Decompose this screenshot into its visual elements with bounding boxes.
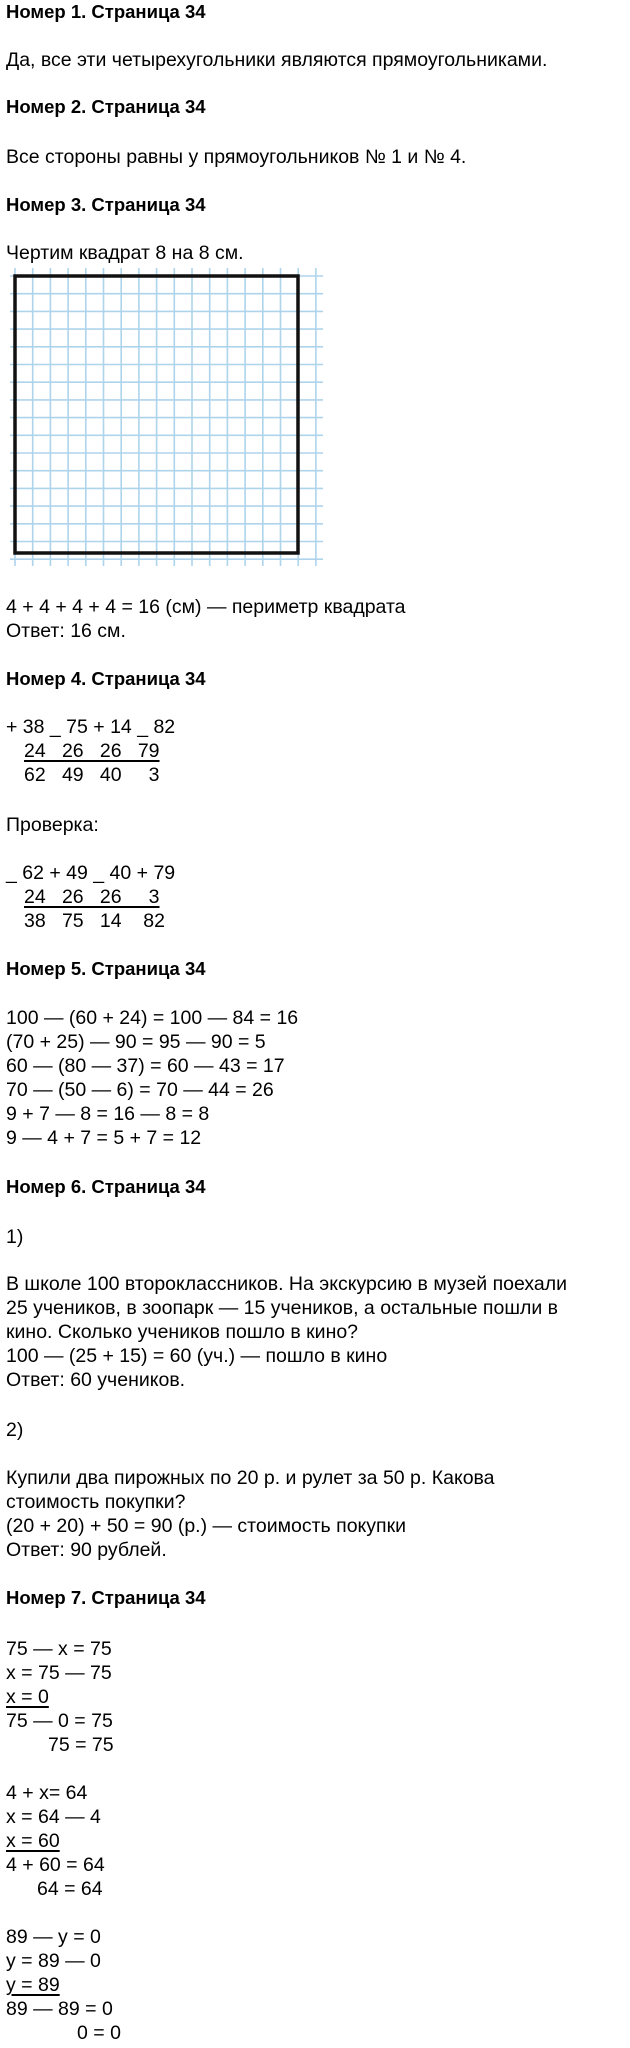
- expression-line: 9 + 7 — 8 = 16 — 8 = 8: [6, 1103, 210, 1125]
- column-ops-row-3: 62 49 40 3: [24, 764, 160, 786]
- problem-2-label: 2): [6, 1419, 24, 1441]
- equation-2-check-result: 64 = 64: [37, 1878, 103, 1900]
- equation-1-check-result: 75 = 75: [48, 1734, 114, 1756]
- answer-text-1: Да, все эти четырехугольники являются прямоугольниками.: [6, 49, 548, 71]
- expression-line: 100 — (60 + 24) = 100 — 84 = 16: [6, 1007, 299, 1029]
- equation-2-line: 4 + x= 64: [6, 1782, 88, 1804]
- problem-1-line: В школе 100 второклассников. На экскурсию в музей поехали: [6, 1273, 568, 1295]
- check-row-3: 38 75 14 82: [24, 910, 165, 932]
- answer-text-2: Все стороны равны у прямоугольников № 1 и № 4.: [6, 146, 467, 168]
- problem-1-label: 1): [6, 1226, 24, 1248]
- heading-4: Номер 4. Страница 34: [6, 668, 206, 689]
- equation-1-check: 75 — 0 = 75: [6, 1710, 113, 1732]
- check-row-1: _ 62 + 49 _ 40 + 79: [6, 862, 176, 884]
- perimeter-equation: 4 + 4 + 4 + 4 = 16 (см) — периметр квадрата: [6, 596, 406, 618]
- problem-2-line: стоимость покупки?: [6, 1491, 186, 1513]
- expression-line: 60 — (80 — 37) = 60 — 43 = 17: [6, 1055, 285, 1077]
- equation-2-check: 4 + 60 = 64: [6, 1854, 105, 1876]
- equation-3-check-result: 0 = 0: [77, 2022, 121, 2044]
- equation-1-line: 75 — x = 75: [6, 1638, 112, 1660]
- heading-1: Номер 1. Страница 34: [6, 1, 206, 22]
- square-drawing: [10, 268, 323, 566]
- check-label: Проверка:: [6, 814, 99, 836]
- problem-1-line: 25 учеников, в зоопарк — 15 учеников, а остальные пошли в: [6, 1297, 559, 1319]
- heading-2: Номер 2. Страница 34: [6, 96, 206, 117]
- graph-paper-grid: [10, 268, 323, 566]
- heading-5: Номер 5. Страница 34: [6, 958, 206, 979]
- equation-3-line: 89 — y = 0: [6, 1926, 101, 1948]
- equation-1-solution: x = 0: [6, 1686, 49, 1708]
- answer-text-3: Чертим квадрат 8 на 8 см.: [6, 242, 244, 264]
- column-ops-row-1: + 38 _ 75 + 14 _ 82: [6, 716, 176, 738]
- problem-2-line: (20 + 20) + 50 = 90 (р.) — стоимость покупки: [6, 1515, 407, 1537]
- heading-7: Номер 7. Страница 34: [6, 1587, 206, 1608]
- column-ops-row-2: 24 26 26 79: [24, 740, 160, 762]
- equation-1-line: x = 75 — 75: [6, 1662, 112, 1684]
- problem-1-line: кино. Сколько учеников пошло в кино?: [6, 1321, 359, 1343]
- problem-2-line: Купили два пирожных по 20 р. и рулет за 50 р. Какова: [6, 1467, 495, 1489]
- equation-3-line: y = 89 — 0: [6, 1950, 101, 1972]
- heading-3: Номер 3. Страница 34: [6, 194, 206, 215]
- answer-3: Ответ: 16 см.: [6, 620, 126, 642]
- problem-2-line: Ответ: 90 рублей.: [6, 1539, 167, 1561]
- equation-3-solution: y = 89: [6, 1974, 60, 1996]
- problem-1-line: 100 — (25 + 15) = 60 (уч.) — пошло в кино: [6, 1345, 388, 1367]
- problem-1-line: Ответ: 60 учеников.: [6, 1369, 186, 1391]
- equation-3-check: 89 — 89 = 0: [6, 1998, 113, 2020]
- expression-line: 9 — 4 + 7 = 5 + 7 = 12: [6, 1127, 202, 1149]
- heading-6: Номер 6. Страница 34: [6, 1176, 206, 1197]
- equation-2-line: x = 64 — 4: [6, 1806, 101, 1828]
- equation-2-solution: x = 60: [6, 1830, 60, 1852]
- check-row-2: 24 26 26 3: [24, 886, 160, 908]
- expression-line: 70 — (50 — 6) = 70 — 44 = 26: [6, 1079, 274, 1101]
- expression-line: (70 + 25) — 90 = 95 — 90 = 5: [6, 1031, 266, 1053]
